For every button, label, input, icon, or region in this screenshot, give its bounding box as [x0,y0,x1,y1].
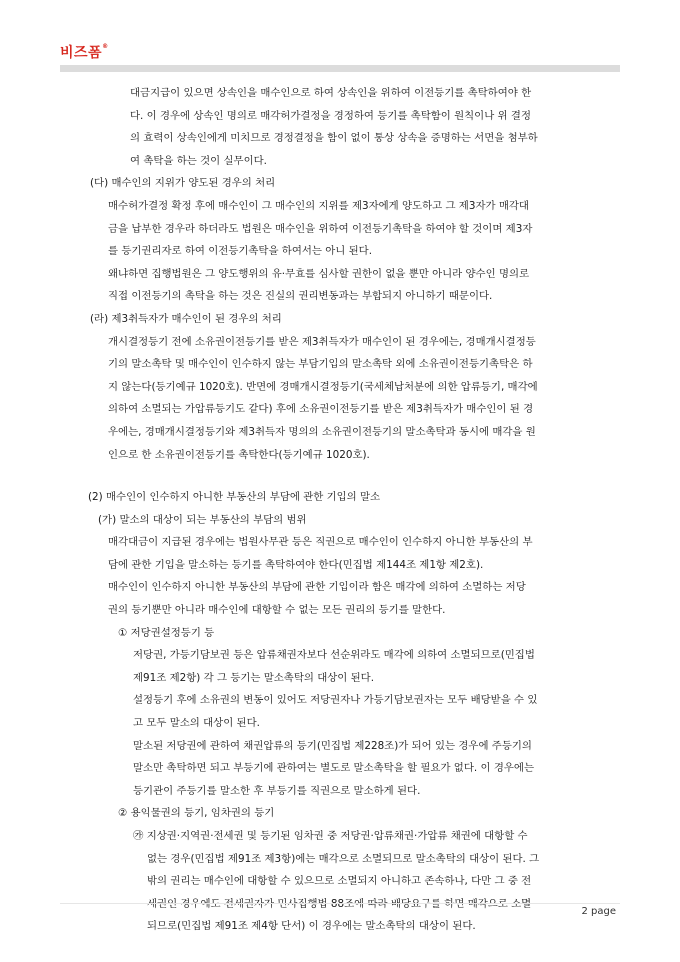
text-line: 제91조 제2항) 각 그 등기는 말소촉탁의 대상이 된다. [133,671,375,684]
text-line: (2) 매수인이 인수하지 아니한 부동산의 부담에 관한 기입의 말소 [88,491,381,504]
text-line: 개시결정등기 전에 소유권이전등기를 받은 제3취득자가 매수인이 된 경우에는, 경매개시결정등 [108,335,536,348]
text-line: 왜냐하면 집행법원은 그 양도행위의 유·무효를 심사할 권한이 없을 뿐만 아니라 양수인 명의로 [108,267,530,280]
registered-mark: ® [102,43,109,50]
text-line: 담에 관한 기입을 말소하는 등기를 촉탁하여야 한다(민집법 제144조 제1항 제2호). [108,558,484,571]
bizform-logo [60,42,109,62]
text-line: 대금지급이 있으면 상속인을 매수인으로 하여 상속인을 위하여 이전등기를 촉탁하여야 한 [130,87,532,99]
text-line: (가) 말소의 대상이 되는 부동산의 부담의 범위 [98,513,307,526]
text-line: 고 모두 말소의 대상이 된다. [133,717,260,730]
text-line: 되므로(민집법 제91조 제4항 단서) 이 경우에는 말소촉탁의 대상이 된다. [147,920,476,933]
text-line: ② 용익물권의 등기, 임차권의 등기 [118,807,275,820]
text-line: 금을 납부한 경우라 하더라도 법원은 매수인을 위하여 이전등기촉탁을 하여야 할 것이며 제3자 [108,222,533,235]
text-line: 기의 말소촉탁 및 매수인이 인수하지 않는 부담기입의 말소촉탁 외에 소유권이전등기촉탁은 하 [108,358,533,371]
text-line: 설정등기 후에 소유권의 변동이 있어도 저당권자나 가등기담보권자는 모두 배당받을 수 있 [133,694,538,707]
text-line: ㉮ 지상권·지역권·전세권 및 등기된 임차권 중 저당권·압류채권·가압류 채권에 대항할 수 [133,830,528,842]
text-line: 매각대금이 지급된 경우에는 법원사무관 등은 직권으로 매수인이 인수하지 아니한 부동산의 부 [108,536,533,549]
text-line: 매수허가결정 확정 후에 매수인이 그 매수인의 지위를 제3자에게 양도하고 그 제3자가 매각대 [108,199,529,212]
page-number: 2 page [581,906,616,917]
text-line: 없는 경우(민집법 제91조 제3항)에는 매각으로 소멸되므로 말소촉탁의 대상이 된다. 그 [147,852,540,865]
text-line: 지 않는다(등기예규 1020호). 반면에 경매개시결정등기(국세체납처분에 의한 압류등기, 매각에 [108,380,538,393]
text-line: 다. 이 경우에 상속인 명의로 매각허가결정을 경정하여 등기를 촉탁함이 원칙이나 위 결정 [130,109,531,122]
blank-line [60,466,620,486]
logo-text: 비즈폼 [60,45,103,61]
header-bar [60,65,620,72]
text-line: 직접 이전등기의 촉탁을 하는 것은 진실의 권리변동과는 부합되지 아니하기 때문이다. [108,290,493,303]
text-line: 를 등기권리자로 하여 이전등기촉탁을 하여서는 아니 된다. [108,245,373,258]
text-line: 말소된 저당권에 관하여 채권압류의 등기(민집법 제228조)가 되어 있는 경우에 주등기의 [133,739,532,752]
text-line: 매수인이 인수하지 아니한 부동산의 부담에 관한 기입이라 함은 매각에 의하여 소멸하는 저당 [108,581,526,594]
text-line: 저당권, 가등기담보권 등은 압류채권자보다 선순위라도 매각에 의하여 소멸되므로(민집법 [133,649,535,662]
text-line: 의하여 소멸되는 가압류등기도 같다) 후에 소유권이전등기를 받은 제3취득자가 매수인이 된 경 [108,403,534,416]
text-line: 권의 등기뿐만 아니라 매수인에 대항할 수 없는 모든 권리의 등기를 말한다. [108,604,446,617]
text-line: (다) 매수인의 지위가 양도된 경우의 처리 [90,177,276,190]
text-line: 밖의 권리는 매수인에 대항할 수 있으므로 소멸되지 아니하고 존속하나, 다만 그 중 전 [147,875,532,888]
text-line: (라) 제3취득자가 매수인이 된 경우의 처리 [90,312,282,325]
text-line [60,893,620,916]
text-line: 우에는, 경매개시결정등기와 제3취득자 명의의 소유권이전등기의 말소촉탁과 동시에 매각을 원 [108,425,536,438]
footer-divider [60,903,620,904]
text-line: 의 효력이 상속인에게 미치므로 경정결정을 함이 없이 통상 상속을 증명하는 서면을 첨부하 [130,132,538,145]
text-line: 인으로 한 소유권이전등기를 촉탁한다(등기예규 1020호). [108,448,370,461]
text-line: ① 저당권설정등기 등 [118,626,215,639]
text-line: 등기관이 주등기를 말소한 후 부등기를 직권으로 말소하게 된다. [133,784,421,797]
text-line: 말소만 촉탁하면 되고 부등기에 관하여는 별도로 말소촉탁을 할 필요가 없다. 이 경우에는 [133,762,534,775]
document-body [60,82,620,938]
text-line: 여 촉탁을 하는 것이 실무이다. [130,154,267,167]
